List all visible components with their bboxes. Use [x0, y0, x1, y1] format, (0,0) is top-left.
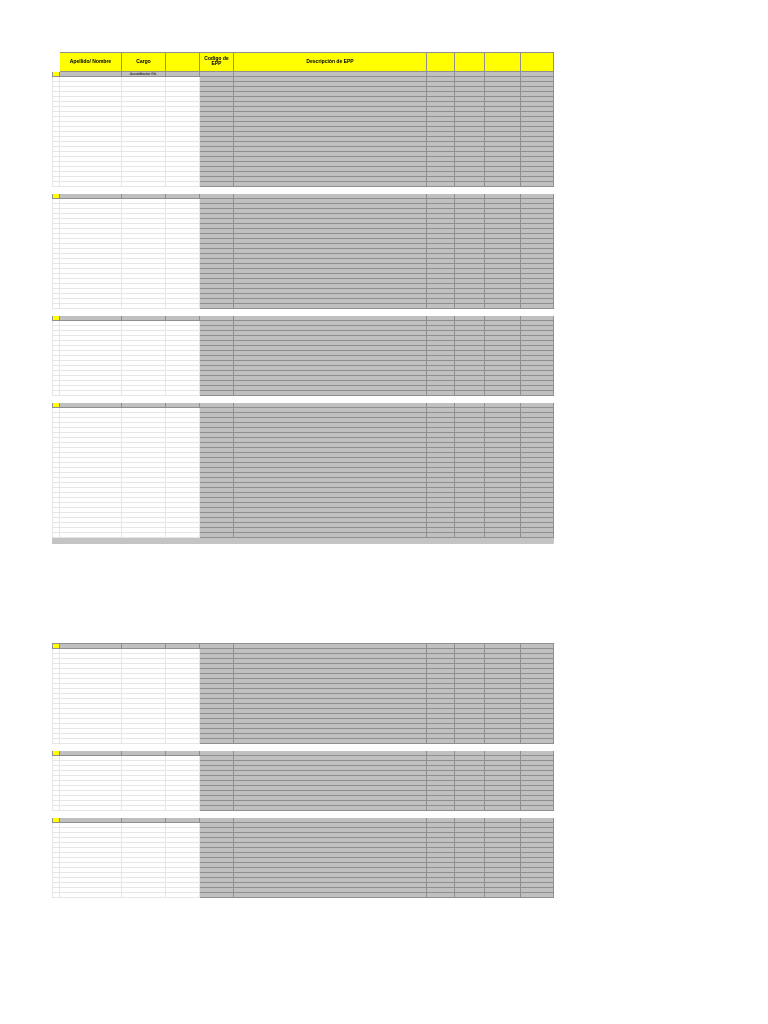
group-spacer [53, 309, 554, 316]
group-spacer [53, 744, 554, 751]
table-section-upper [52, 52, 554, 544]
header-quantity [427, 53, 455, 72]
motive-cell [455, 533, 485, 538]
quantity-cell [427, 533, 455, 538]
group-spacer [53, 396, 554, 403]
group-spacer-row [53, 811, 554, 818]
epp-description-cell [234, 893, 427, 898]
table-row [53, 533, 554, 538]
cell-blank [166, 893, 200, 898]
table-row [53, 893, 554, 898]
epp-table [52, 643, 554, 898]
employee-cargo: Acostillador Eb. [122, 72, 166, 77]
group-spacer-row [53, 309, 554, 316]
epp-code-cell [200, 533, 234, 538]
epp-code-cell [200, 893, 234, 898]
header-name: Apellido/ Nombre [60, 53, 122, 72]
group-spacer-row [53, 187, 554, 194]
quantity-cell [427, 893, 455, 898]
header-code: Codigo de EPP [200, 53, 234, 72]
cell-blank [166, 533, 200, 538]
date-last-cell [485, 893, 521, 898]
cell-blank [122, 533, 166, 538]
group-spacer-row [53, 396, 554, 403]
header-date-expiry [521, 53, 554, 72]
cell-blank [60, 533, 122, 538]
header-row [53, 53, 554, 72]
epp-description-cell [234, 533, 427, 538]
header-area [166, 53, 200, 72]
cell-blank [122, 893, 166, 898]
table-section-lower [52, 643, 554, 898]
header-date-last [485, 53, 521, 72]
date-expiry-cell [521, 893, 554, 898]
date-expiry-cell [521, 533, 554, 538]
cell-blank [53, 533, 60, 538]
epp-table [52, 52, 554, 538]
date-last-cell [485, 533, 521, 538]
header-description: Descripción de EPP [234, 53, 427, 72]
cell-blank [53, 893, 60, 898]
motive-cell [455, 893, 485, 898]
header-motive [455, 53, 485, 72]
header-blank [53, 53, 60, 72]
cell-blank [60, 893, 122, 898]
group-spacer [53, 187, 554, 194]
group-spacer [53, 811, 554, 818]
header-cargo: Cargo [122, 53, 166, 72]
group-spacer-row [53, 744, 554, 751]
